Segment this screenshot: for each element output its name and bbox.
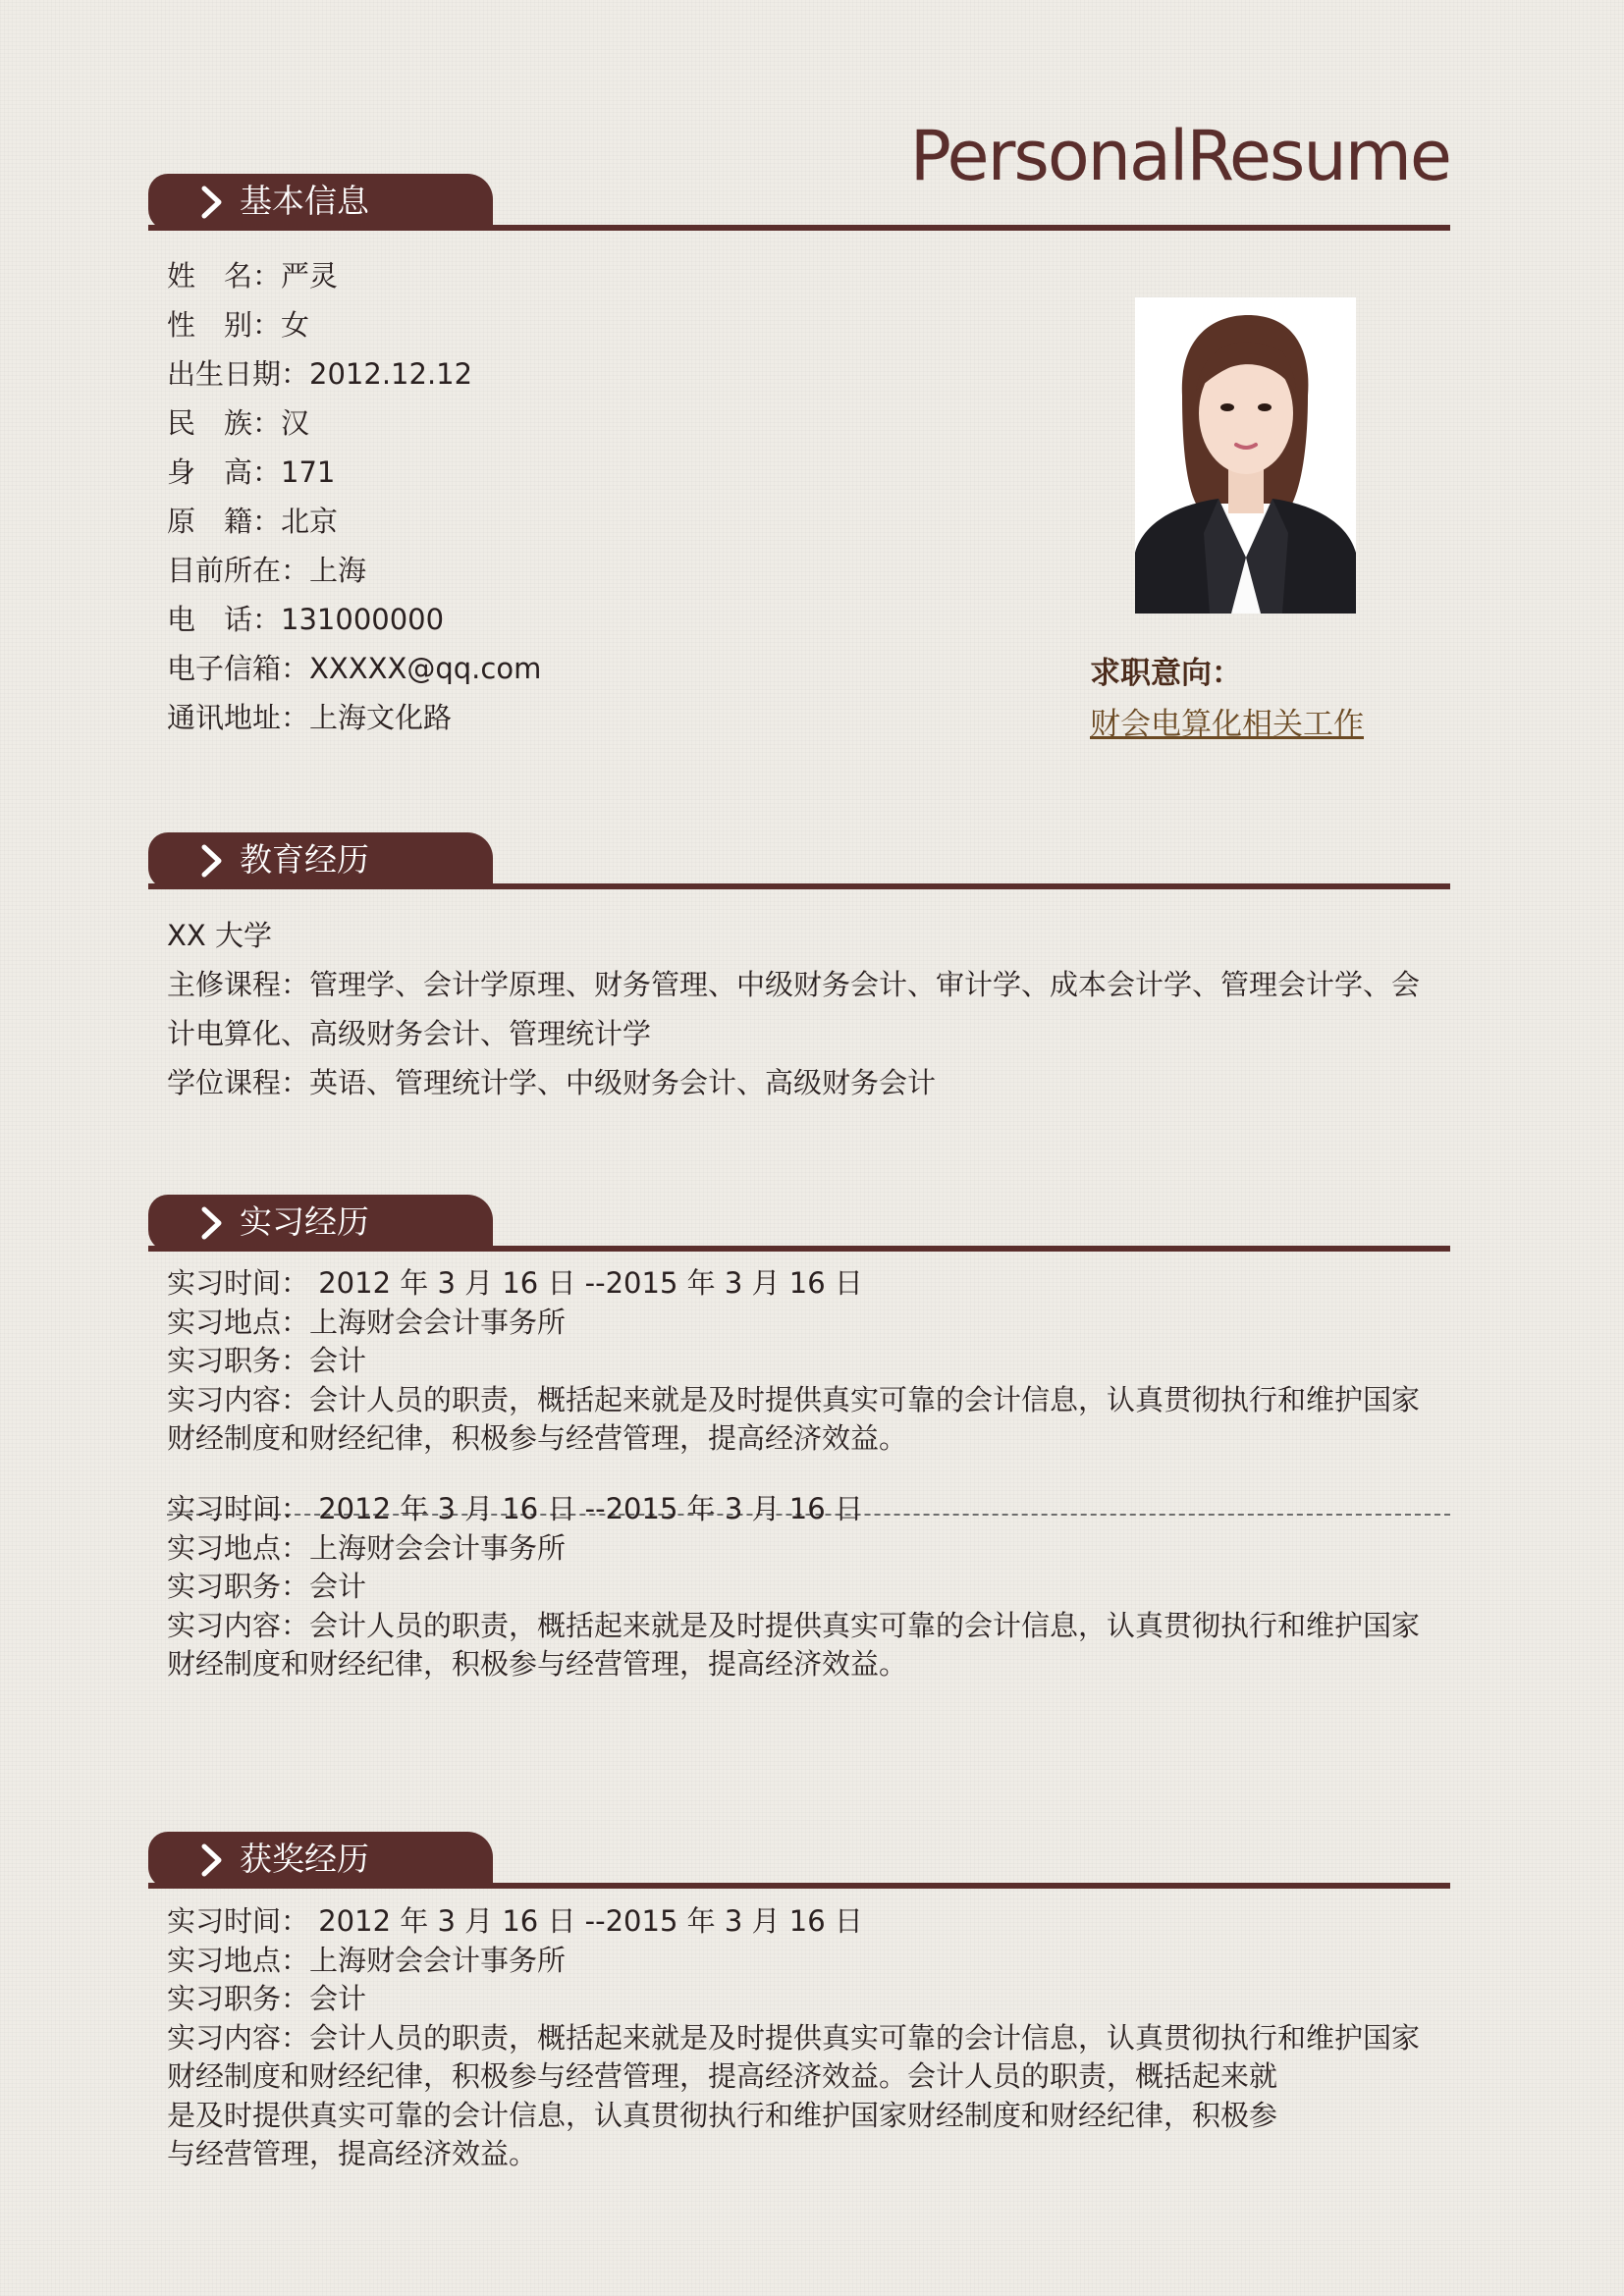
info-label: 性 别： [167, 308, 282, 342]
info-row-gender [167, 300, 541, 349]
degree-courses: 学位课程：英语、管理统计学、中级财务会计、高级财务会计 [167, 1066, 937, 1099]
info-value: 严灵 [281, 259, 339, 293]
internship-time: 实习时间： 2012 年 3 月 16 日 --2015 年 3 月 16 日 [167, 1492, 863, 1525]
section-header-internship [148, 1193, 1450, 1252]
section-title: 基本信息 [240, 182, 369, 220]
info-row-phone [167, 595, 541, 644]
info-row-address [167, 693, 541, 742]
info-label: 出生日期： [167, 357, 310, 391]
internship-role: 实习职务：会计 [167, 1570, 367, 1603]
internship-place: 实习地点：上海财会会计事务所 [167, 1305, 567, 1339]
info-row-name [167, 251, 541, 300]
info-row-email [167, 644, 541, 693]
major-courses-line-1: 主修课程：管理学、会计学原理、财务管理、中级财务会计、审计学、成本会计学、管理会计学、会 [167, 968, 1421, 1001]
internship-time: 实习时间： 2012 年 3 月 16 日 --2015 年 3 月 16 日 [167, 1266, 863, 1300]
info-value: 北京 [281, 505, 339, 538]
education-content [167, 911, 1443, 1107]
internship-entry [167, 1264, 1443, 1459]
section-title: 教育经历 [240, 840, 369, 879]
chevron-right-icon [195, 1206, 229, 1240]
info-label: 通讯地址： [167, 701, 310, 734]
award-content-line-4: 与经营管理，提高经济效益。 [167, 2137, 538, 2170]
internship-content-line-2: 财经制度和财经纪律，积极参与经营管理，提高经济效益。 [167, 1421, 908, 1455]
school-name: XX 大学 [167, 919, 272, 952]
chevron-right-icon [195, 186, 229, 219]
info-label: 原 籍： [167, 505, 282, 538]
section-title: 获奖经历 [240, 1840, 369, 1878]
profile-photo [1135, 297, 1356, 614]
internship-place: 实习地点：上海财会会计事务所 [167, 1530, 567, 1565]
internship-role: 实习职务：会计 [167, 1344, 367, 1377]
awards-entry [167, 1902, 1443, 2174]
section-header-education [148, 830, 1450, 889]
info-label: 目前所在： [167, 554, 310, 587]
internship-content-line-2: 财经制度和财经纪律，积极参与经营管理，提高经济效益。 [167, 1647, 908, 1681]
info-label: 民 族： [167, 406, 282, 440]
chevron-right-icon [195, 1843, 229, 1877]
section-title: 实习经历 [240, 1202, 369, 1241]
brand-title: PersonalResume [909, 116, 1450, 196]
info-label: 姓 名： [167, 259, 282, 293]
award-content-line-3: 是及时提供真实可靠的会计信息，认真贯彻执行和维护国家财经制度和财经纪律，积极参 [167, 2098, 1278, 2132]
info-row-origin [167, 497, 541, 546]
award-time: 实习时间： 2012 年 3 月 16 日 --2015 年 3 月 16 日 [167, 1904, 863, 1938]
award-content-line-2: 财经制度和财经纪律，积极参与经营管理，提高经济效益。会计人员的职责，概括起来就 [167, 2059, 1278, 2093]
chevron-right-icon [195, 844, 229, 878]
info-label: 电子信箱： [167, 652, 310, 685]
internship-content-line-1: 实习内容：会计人员的职责，概括起来就是及时提供真实可靠的会计信息，认真贯彻执行和维护国家 [167, 1382, 1421, 1416]
basic-info-list [167, 251, 541, 742]
portrait-image [1135, 297, 1356, 614]
job-intention-value[interactable]: 财会电算化相关工作 [1090, 707, 1364, 742]
award-role: 实习职务：会计 [167, 1982, 367, 2015]
job-intention-label: 求职意向： [1090, 656, 1242, 691]
info-label: 电 话： [167, 603, 282, 636]
info-value: 2012.12.12 [309, 357, 473, 391]
section-header-basic [148, 172, 1450, 231]
info-value: 上海文化路 [309, 701, 453, 734]
internship-content-line-1: 实习内容：会计人员的职责，概括起来就是及时提供真实可靠的会计信息，认真贯彻执行和维护国家 [167, 1608, 1421, 1642]
internship-entry [167, 1490, 1443, 1684]
award-place: 实习地点：上海财会会计事务所 [167, 1943, 567, 1977]
major-courses-line-2: 计电算化、高级财务会计、管理统计学 [167, 1017, 652, 1050]
info-label: 身 高： [167, 455, 282, 489]
info-row-location [167, 546, 541, 595]
info-row-ethnicity [167, 399, 541, 448]
info-value: 上海 [309, 554, 367, 587]
info-row-birthdate [167, 349, 541, 399]
info-value: 女 [281, 308, 310, 342]
info-value: 171 [281, 455, 336, 489]
info-value: 131000000 [281, 603, 445, 636]
award-content-line-1: 实习内容：会计人员的职责，概括起来就是及时提供真实可靠的会计信息，认真贯彻执行和维护国家 [167, 2020, 1421, 2055]
section-header-awards [148, 1830, 1450, 1889]
info-row-height [167, 448, 541, 497]
info-value: XXXXX@qq.com [309, 652, 542, 685]
info-value: 汉 [281, 406, 310, 440]
